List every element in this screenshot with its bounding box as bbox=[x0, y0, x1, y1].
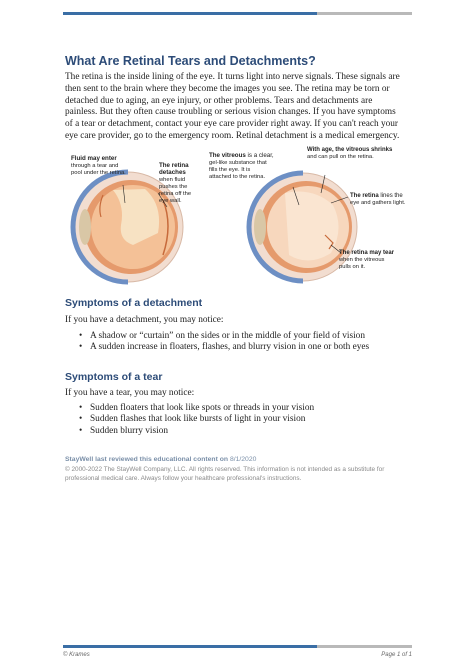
vitreous-label-4: attached to the retina. bbox=[209, 174, 266, 180]
age-label-bold: With age, the vitreous shrinks bbox=[307, 147, 393, 153]
detach-label-3: retina off the bbox=[159, 191, 192, 197]
detach-label-1: when fluid bbox=[159, 177, 186, 183]
fluid-label-bold: Fluid may enter bbox=[71, 155, 117, 162]
copyright-notice: © 2000-2022 The StayWell Company, LLC. All rights reserved. This information is not intended as a substitute for professional medical care. Always follow your healthcare professional's instructions. bbox=[65, 466, 385, 482]
detach-label-bold-1: The retina bbox=[159, 162, 189, 169]
eye-illustration bbox=[63, 145, 413, 285]
retina-bold: The retina bbox=[350, 193, 379, 199]
retina-r1: lines the bbox=[378, 193, 403, 199]
tear-heading: Symptoms of a tear bbox=[65, 371, 163, 383]
detachment-symptom-list bbox=[65, 331, 369, 354]
vitreous-label-1 bbox=[209, 152, 274, 159]
vitreous-label-2: gel-like substance that bbox=[209, 160, 267, 166]
detach-label-bold-2: detaches bbox=[159, 169, 186, 176]
vitreous-bold: The vitreous bbox=[209, 152, 246, 159]
page-number: Page 1 of 1 bbox=[381, 652, 412, 658]
list-item: • A shadow or “curtain” on the sides or in the middle of your field of vision bbox=[90, 331, 369, 342]
review-label: StayWell last reviewed this educational content on bbox=[65, 456, 229, 463]
list-item: • A sudden increase in floaters, flashes, and blurry vision in one or both eyes bbox=[90, 342, 369, 353]
review-note bbox=[65, 456, 256, 463]
vitreous-label-3: fills the eye. It is bbox=[209, 167, 251, 173]
list-item: • Sudden blurry vision bbox=[90, 426, 314, 437]
list-item: • Sudden flashes that look like bursts of light in your vision bbox=[90, 414, 314, 425]
detachment-heading: Symptoms of a detachment bbox=[65, 297, 203, 309]
detachment-lead: If you have a detachment, you may notice: bbox=[65, 315, 224, 325]
intro-paragraph: The retina is the inside lining of the eye. It turns light into nerve signals. These signals are then sent to the brain where they become the images you see. The retina may be torn or detached due to aging, an eye injury, or other problems. Tears and detachments are painless. But they often cause troubling or serious vision changes. If you have symptoms of a tear or detachment, contact your eye care provider right away. If you can't reach your eye care provider, go to the emergency room. Retinal detachment is a medical emergency. bbox=[65, 72, 400, 141]
tear-label-3: pulls on it. bbox=[339, 264, 366, 270]
brand-footer: © Krames bbox=[63, 652, 90, 658]
tear-label-bold: The retina may tear bbox=[339, 250, 395, 256]
tear-symptom-list bbox=[65, 403, 314, 437]
page-title: What Are Retinal Tears and Detachments? bbox=[65, 54, 316, 68]
retina-label-2: eye and gathers light. bbox=[350, 200, 406, 206]
fluid-label-1: through a tear and bbox=[71, 163, 119, 169]
header-rule bbox=[63, 12, 412, 15]
detach-label-2: pushes the bbox=[159, 184, 188, 190]
footer-rule bbox=[63, 645, 412, 648]
retina-label-1 bbox=[350, 193, 403, 199]
list-item: • Sudden floaters that look like spots or threads in your vision bbox=[90, 403, 314, 414]
fluid-label-2: pool under the retina. bbox=[71, 170, 126, 176]
detach-label-4: eye wall. bbox=[159, 198, 182, 204]
review-date: 8/1/2020 bbox=[229, 456, 257, 463]
age-label-2: and can pull on the retina. bbox=[307, 154, 374, 160]
tear-label-2: when the vitreous bbox=[339, 257, 385, 263]
vitreous-r1: is a clear, bbox=[245, 152, 274, 159]
tear-lead: If you have a tear, you may notice: bbox=[65, 388, 195, 398]
